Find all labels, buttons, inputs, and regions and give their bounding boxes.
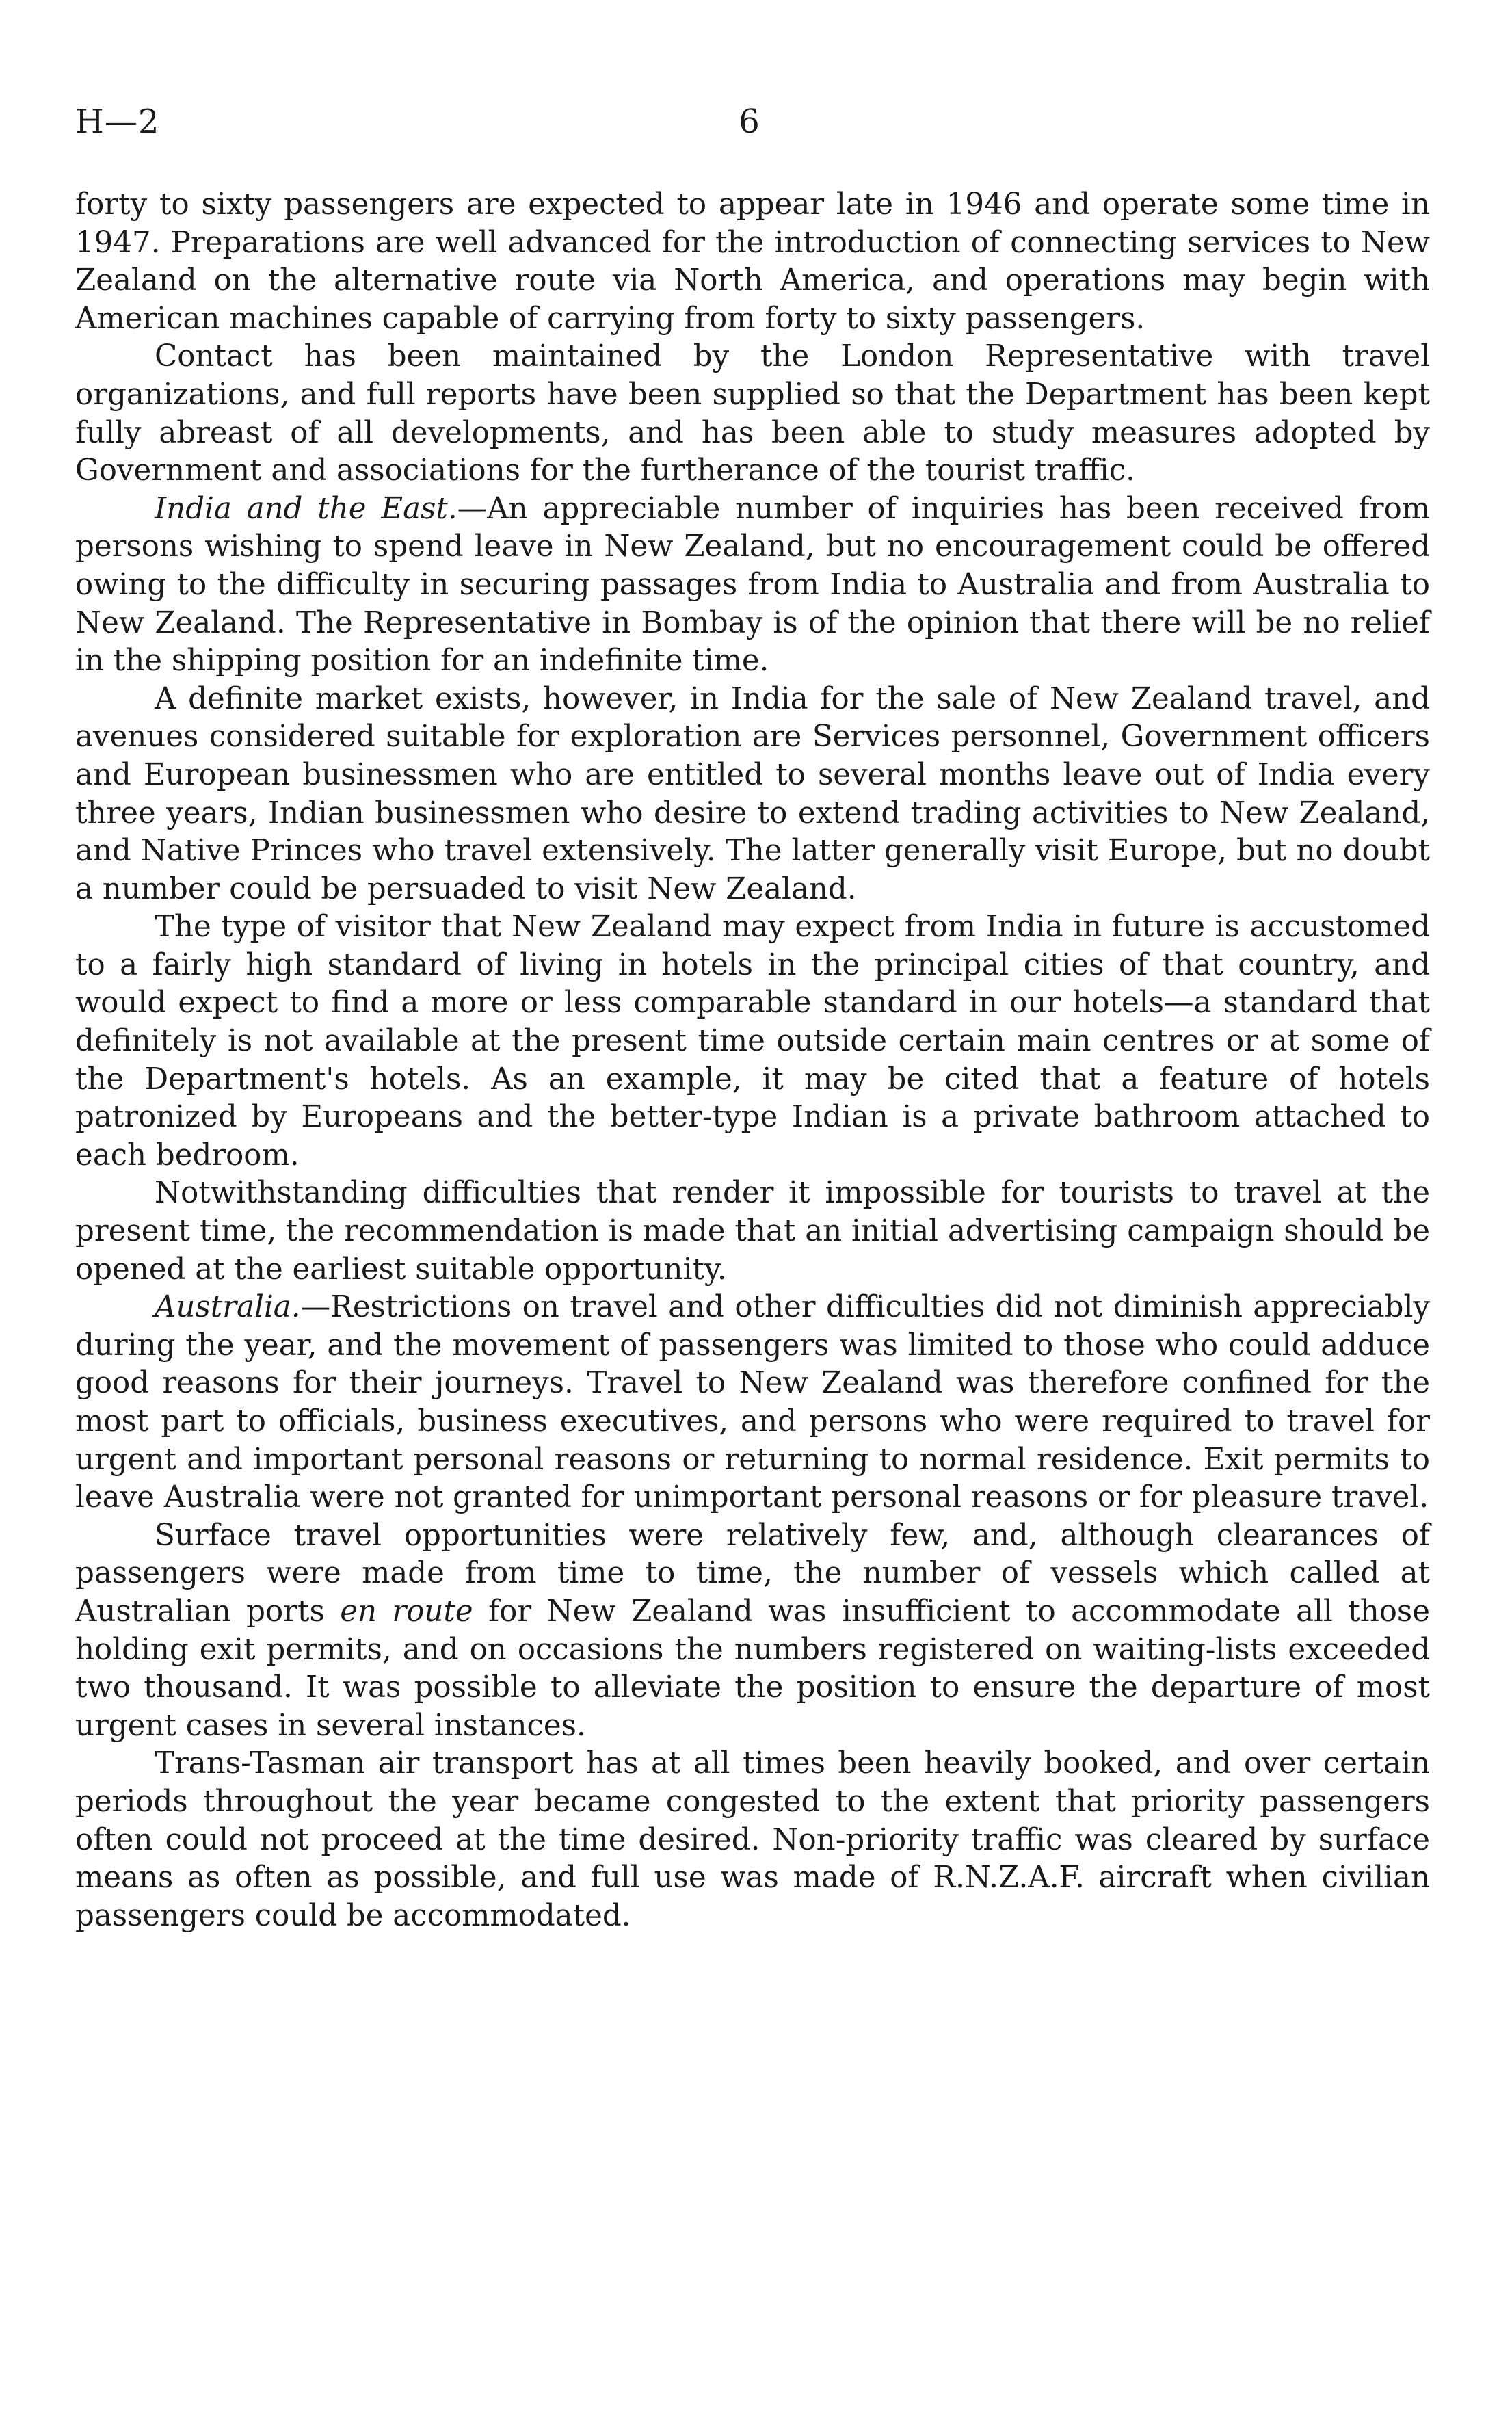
page-header: [75, 103, 1437, 150]
paragraph-london-representative: Contact has been maintained by the London Representative with travel organizations, and full reports have been supplied so that the Department has been kept fully abreast of all developments, and has been able to study measures adopted by Government and associations for the furtherance of the tourist traffic.: [75, 339, 1430, 488]
paragraph-continuation: forty to sixty passengers are expected to appear late in 1946 and operate some time in 1947. Preparations are well advanced for the introduction of connecting services to New Zealand on the alternative route via North America, and operations may begin with American machines capable of carrying from forty to sixty passengers.: [75, 187, 1430, 336]
section-heading-australia: Australia.: [155, 1290, 301, 1325]
paragraph-surface-travel: Surface travel opportunities were relatively few, and, although clearances of passengers were made from time to time, the number of vessels which called at Australian ports en route for New Zealand was insufficient to accommodate all those holding exit permits, and on occasions the numbers registered on waiting-lists exceeded two thousand. It was possible to alleviate the position to ensure the departure of most urgent cases in several instances.: [75, 1518, 1430, 1743]
paragraph-india-recommendation: Notwithstanding difficulties that render it impossible for tourists to travel at the present time, the recommendation is made that an initial advertising campaign should be opened at the earliest suitable opportunity.: [75, 1176, 1430, 1287]
paragraph-india-visitor-type: The type of visitor that New Zealand may expect from India in future is accustomed to a fairly high standard of living in hotels in the principal cities of that country, and would expect to find a more or less comparable standard in our hotels—a standard that definitely is not available at the present time outside certain main centres or at some of the Department's hotels. As an example, it may be cited that a feature of hotels patronized by Europeans and the better-type Indian is a private bathroom attached to each bedroom.: [75, 910, 1430, 1172]
paragraph-australia: Australia.—Restrictions on travel and other difficulties did not diminish appreciably during the year, and the movement of passengers was limited to those who could adduce good reasons for their journeys. Travel to New Zealand was therefore confined for the most part to officials, business executives, and persons who were required to travel for urgent and important personal reasons or returning to normal residence. Exit permits to leave Australia were not granted for unimportant personal reasons or for pleasure travel.: [75, 1290, 1430, 1515]
section-heading-india: India and the East.: [155, 491, 457, 526]
body-text: [75, 186, 1430, 1935]
paragraph-india-market: A definite market exists, however, in India for the sale of New Zealand travel, and avenues considered suitable for exploration are Services personnel, Government officers and European businessmen who are entitled to several months leave out of India every three years, Indian businessmen who desire to extend trading activities to New Zealand, and Native Princes who travel extensively. The latter generally visit Europe, but no doubt a number could be persuaded to visit New Zealand.: [75, 681, 1430, 906]
page-number: 6: [739, 103, 760, 141]
report-code: H—2: [75, 103, 160, 141]
paragraph-trans-tasman: Trans-Tasman air transport has at all times been heavily booked, and over certain periods throughout the year became congested to the extent that priority passengers often could not proceed at the time desired. Non-priority traffic was cleared by surface means as often as possible, and full use was made of R.N.Z.A.F. aircraft when civilian passengers could be accommodated.: [75, 1746, 1430, 1933]
paragraph-india-and-the-east: India and the East.—An appreciable number of inquiries has been received from persons wishing to spend leave in New Zealand, but no encouragement could be offered owing to the difficulty in securing passages from India to Australia and from Australia to New Zealand. The Representative in Bombay is of the opinion that there will be no relief in the shipping position for an indefinite time.: [75, 491, 1431, 679]
italic-en-route: en route: [340, 1594, 473, 1629]
